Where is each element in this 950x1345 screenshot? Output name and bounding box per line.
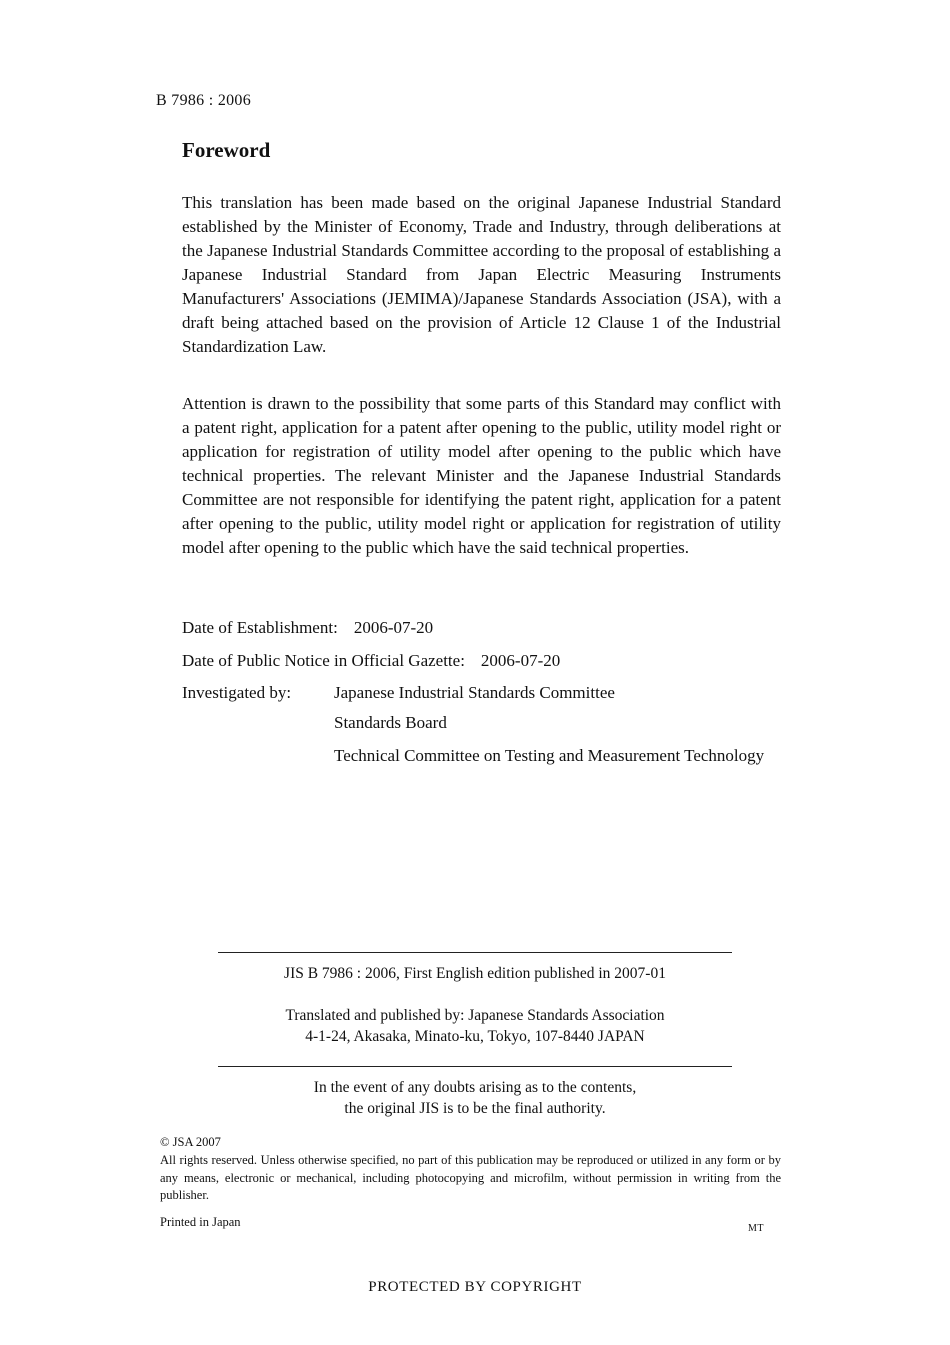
gazette-row [182,649,560,673]
gazette-date: 2006-07-20 [480,651,561,670]
foreword-paragraph-2: Attention is drawn to the possibility that some parts of this Standard may conflict with a patent right, application for a patent after opening to the public, utility model right or application for registration of utility model after opening to the public which have technical properties. The relevant Minister and the Japanese Industrial Standards Committee are not responsible for identifying the patent right, application for a patent after opening to the public, utility model right or application for registration of utility model after opening to the public which have the said technical properties. [182,394,781,557]
investigator-technical-committee: Technical Committee on Testing and Measurement Technology [334,746,765,765]
doubts-line-2: the original JIS is to be the final authority. [344,1100,606,1117]
doubts-line-1: In the event of any doubts arising as to the contents, [313,1079,637,1096]
divider-bottom [218,1066,732,1067]
copyright-notice: © JSA 2007 [160,1135,221,1149]
standard-id: B 7986 : 2006 [156,92,252,109]
establishment-date: 2006-07-20 [353,618,434,637]
mt-code: MT [748,1223,764,1234]
establishment-label: Date of Establishment: [182,618,338,637]
printed-in: Printed in Japan [160,1215,241,1229]
foreword-title: Foreword [182,138,271,162]
rights-notice: All rights reserved. Unless otherwise specified, no part of this publication may be reproduced or utilized in any form or by any means, electronic or mechanical, including photocopying and microfilm, without permission in writing from the publisher. [160,1153,781,1202]
publisher-line: Translated and published by: Japanese Standards Association [285,1007,665,1024]
divider-top [218,952,732,953]
foreword-paragraph-1: This translation has been made based on the original Japanese Industrial Standard established by the Minister of Economy, Trade and Industry, through deliberations at the Japanese Industrial Standards Committee according to the proposal of establishing a Japanese Industrial Standard from Japan Electric Measuring Instruments Manufacturers' Associations (JEMIMA)/Japanese Standards Association (JSA), with a draft being attached based on the provision of Article 12 Clause 1 of the Industrial Standardization Law. [182,193,781,356]
address-line: 4-1-24, Akasaka, Minato-ku, Tokyo, 107-8440 JAPAN [305,1028,645,1045]
investigator-board: Standards Board [334,713,447,732]
gazette-label: Date of Public Notice in Official Gazette: [182,651,465,670]
investigator-committee: Japanese Industrial Standards Committee [334,683,615,702]
investigated-label: Investigated by: [182,683,292,702]
edition-line: JIS B 7986 : 2006, First English edition published in 2007-01 [284,965,666,982]
establishment-row [182,616,433,640]
protected-notice: PROTECTED BY COPYRIGHT [368,1279,582,1295]
